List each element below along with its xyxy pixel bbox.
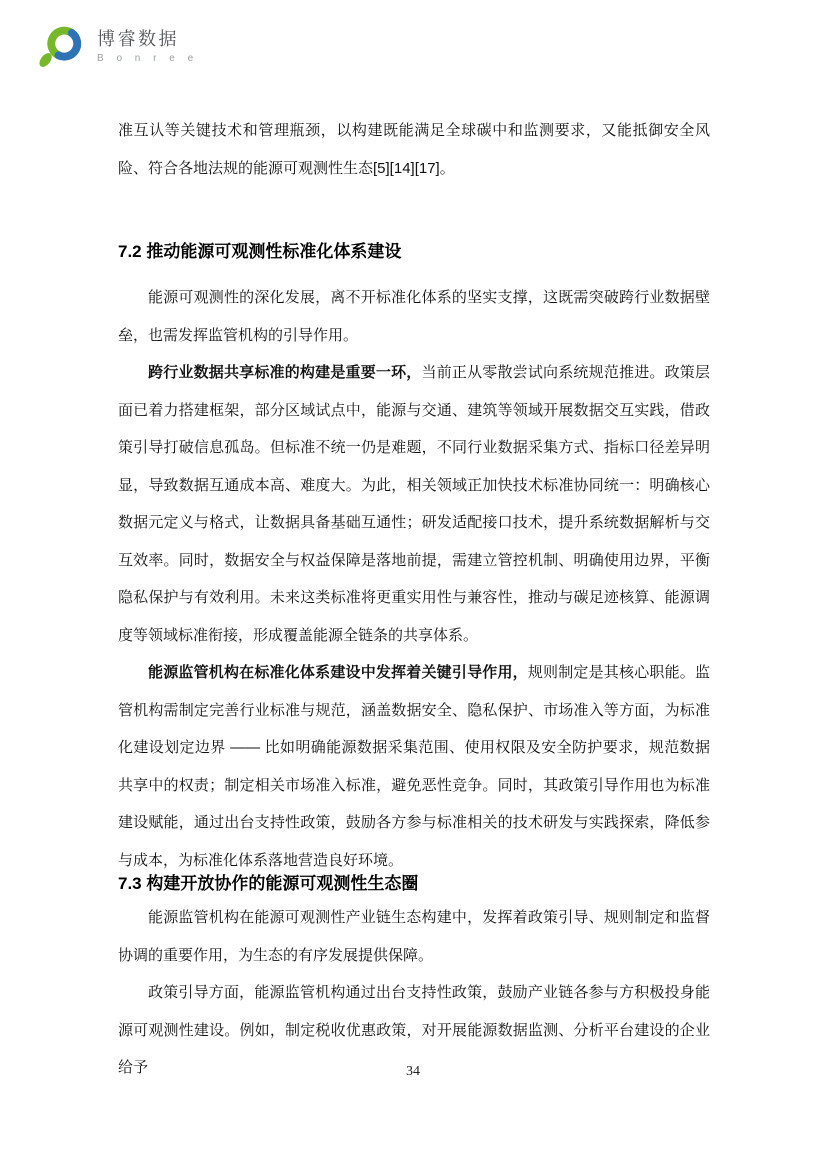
paragraph-policy-guidance: 政策引导方面，能源监管机构通过出台支持性政策，鼓励产业链各参与方积极投身能源可观测性建设。例如，制定税收优惠政策，对开展能源数据监测、分析平台建设的企业给予 bbox=[118, 984, 710, 1076]
paragraph-cross-industry-standards bbox=[118, 354, 710, 654]
page-number: 34 bbox=[406, 1064, 420, 1079]
logo-text bbox=[97, 29, 198, 64]
section-heading-7-3: 7.3 构建开放协作的能源可观测性生态圈 bbox=[118, 874, 419, 893]
paragraph-continuation: 准互认等关键技术和管理瓶颈，以构建既能满足全球碳中和监测要求，又能抵御安全风险、符合各地法规的能源可观测性生态[5][14][17]。 bbox=[118, 122, 710, 177]
logo-text-en: B o n r e e bbox=[97, 53, 199, 65]
paragraph-text: 当前正从零散尝试向系统规范推进。政策层面已着力搭建框架，部分区域试点中，能源与交通、建筑等领域开展数据交互实践，借政策引导打破信息孤岛。但标准不统一仍是难题，不同行业数据采集方式、指标口径差异明显，导致数据互通成本高、难度大。为此，相关领域正加快技术标准协同统一：明确核心数据元定义与格式，让数据具备基础互通性；研发适配接口技术，提升系统数据解析与交互效率。同时，数据安全与权益保障是落地前提，需建立管控机制、明确使用边界，平衡隐私保护与有效利用。未来这类标准将更重实用性与兼容性，推动与碳足迹核算、能源调度等领域标准衔接，形成覆盖能源全链条的共享体系。 bbox=[118, 364, 710, 644]
paragraph-regulator-role bbox=[118, 654, 710, 879]
bonree-logo-icon bbox=[36, 22, 88, 72]
bold-lead-cross-industry: 跨行业数据共享标准的构建是重要一环， bbox=[148, 364, 422, 381]
logo-text-cn: 博睿数据 bbox=[97, 29, 179, 50]
logo bbox=[36, 22, 198, 72]
paragraph-73-intro: 能源监管机构在能源可观测性产业链生态构建中，发挥着政策引导、规则制定和监督协调的重要作用，为生态的有序发展提供保障。 bbox=[118, 909, 710, 964]
section-heading-7-2: 7.2 推动能源可观测性标准化体系建设 bbox=[118, 242, 402, 261]
page-footer bbox=[0, 1062, 826, 1080]
bold-lead-regulator: 能源监管机构在标准化体系建设中发挥着关键引导作用， bbox=[148, 664, 528, 681]
paragraph-72-intro: 能源可观测性的深化发展，离不开标准化体系的坚实支撑，这既需突破跨行业数据壁垒，也需发挥监管机构的引导作用。 bbox=[118, 289, 710, 344]
paragraph-text: 规则制定是其核心职能。监管机构需制定完善行业标准与规范，涵盖数据安全、隐私保护、市场准入等方面，为标准化建设划定边界 —— 比如明确能源数据采集范围、使用权限及安全防护要求，规范数据共享中的权责；制定相关市场准入标准，避免恶性竞争。同时，其政策引导作用也为标准建设赋能，通过出台支持性政策，鼓励各方参与标准相关的技术研发与实践探索，降低参与成本，为标准化体系落地营造良好环境。 bbox=[118, 664, 710, 869]
document-body bbox=[118, 112, 710, 1087]
